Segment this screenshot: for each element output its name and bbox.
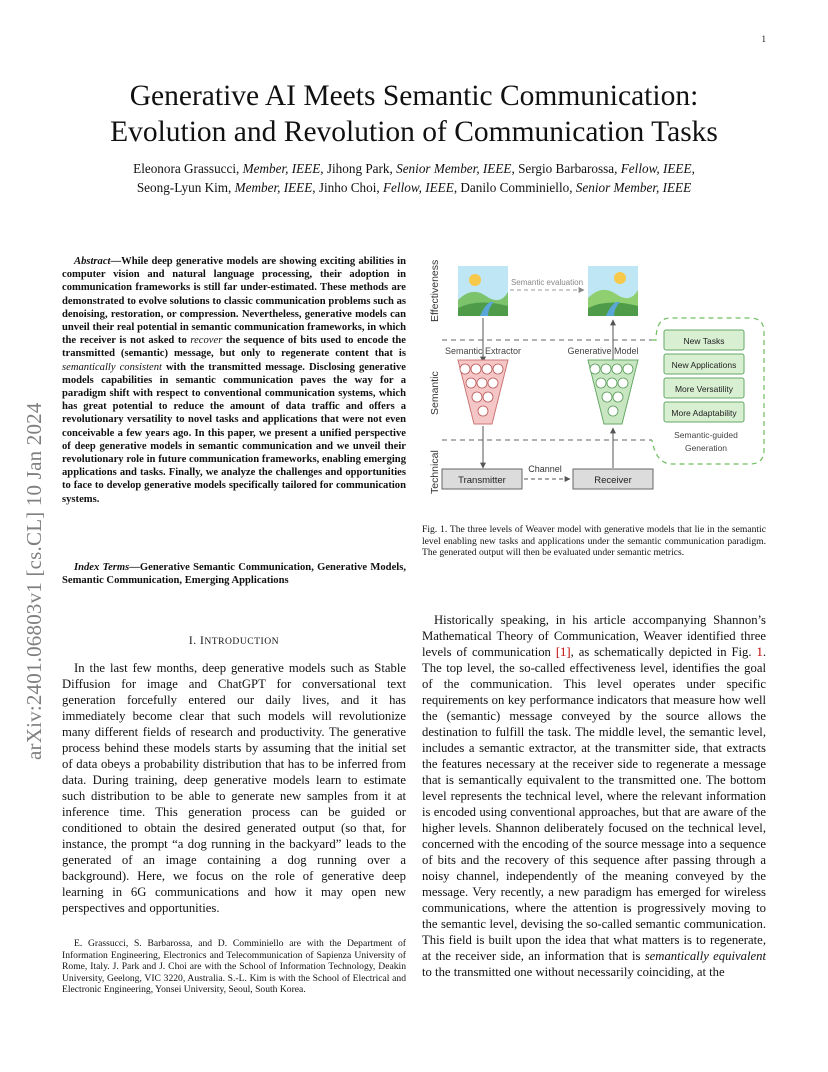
section-heading [62, 635, 406, 647]
title-line-1: Generative AI Meets Semantic Communication: [129, 80, 699, 112]
abstract-emphasis: recover [190, 335, 223, 347]
body-text: . The top level, the so-called effectiveness level, identifies the goal of the communication. This level operates under specific requirements on key performance indicators that measure how well the (semantic) message conveyed by the source allows the destination to fulfill the task. The middle level, the semantic level, includes a semantic extractor, at the transmitter side, that extracts the features necessary at the receiver side to regenerate a message that is semantically equivalent to the transmitted one. The bottom level represents the technical level, where the relevant information is encoded using conventional approaches, but that are aware of the higher levels. Shannon deliberately focused on the technical level, concerned with the encoding of the source message into a sequence of bits and the recovery of this sequence after passing through a noisy channel, independently of the meaning conveyed by the message. Very recently, a new paradigm has emerged for wireless communications, where the attention is progressively moving to the semantic level, devising the so-called semantic communication. This field is built upon the idea that what matters is to regenerate, at the receiver side, an information that is [422, 645, 766, 963]
author-name: Jihong Park [326, 161, 390, 176]
semantic-extractor-label: Semantic Extractor [444, 346, 522, 356]
section-number: I. [188, 635, 200, 647]
abstract-label: Abstract [74, 256, 111, 267]
figure-1 [420, 252, 770, 502]
author-list: Eleonora Grassucci, Member, IEEE, Jihong Park, Senior Member, IEEE, Sergio Barbarossa, Fellow, IEEE, Seong-Lyun Kim, Member, IEEE, Jinho Choi, Fellow, IEEE, Danilo Comminiello, Senior Member, IEEE [133, 161, 695, 195]
body-emphasis: semantically equivalent [644, 949, 766, 963]
author-name: Seong-Lyun Kim [136, 180, 229, 195]
body-text: to the transmitted one without necessarily coinciding, at the [422, 965, 725, 979]
channel-label: Channel [528, 464, 562, 474]
index-terms-text: —Generative Semantic Communication, Generative Models, Semantic Communication, Emerging Applications [62, 562, 406, 587]
body-text: Historically speaking, in his article accompanying Shannon’s Mathematical Theory of Communication, Weaver identified three levels of communication [422, 613, 766, 659]
section-title-initial: I [199, 635, 205, 647]
abstract-text: —While deep generative models are showing exciting abilities in computer vision and natural language processing, their adoption in communication frameworks is still far under-estimated. These methods are demonstrated to evolve solutions to classic communication problems such as denoising, restoration, or compression. Nevertheless, generative models can unveil their real potential in semantic communication frameworks, in which the receiver is not asked to [62, 256, 406, 347]
semantic-guided-label-line2: Generation [684, 443, 728, 453]
title-line-2: Evolution and Revolution of Communication Tasks [110, 116, 718, 148]
new-items-list [664, 330, 744, 422]
level-label-semantic: Semantic [429, 371, 441, 415]
arxiv-watermark: arXiv:2401.06803v1 [cs.CL] 10 Jan 2024 [22, 402, 46, 760]
receiver-label: Receiver [594, 475, 632, 486]
author-role: Member, IEEE [242, 161, 321, 176]
body-paragraph [422, 612, 766, 980]
level-label-effectiveness: Effectiveness [429, 259, 441, 322]
author-name: Eleonora Grassucci [133, 161, 237, 176]
author-role: Fellow, IEEE [383, 180, 454, 195]
semantic-evaluation-label: Semantic evaluation [510, 278, 584, 287]
body-text: , as schematically depicted in Fig. [570, 645, 757, 659]
author-name: Jinho Choi [318, 180, 377, 195]
paper-title [62, 78, 766, 150]
weaver-levels-diagram [420, 252, 770, 502]
new-item-label: More Versatility [674, 384, 734, 394]
source-image-icon [458, 266, 508, 316]
abstract-text: the sequence of bits used to encode the transmitted (semantic) message, but only to regenerate content that is [62, 335, 407, 360]
semantic-guided-label-line1: Semantic-guided [674, 430, 738, 440]
generative-model-label: Generative Model [567, 346, 639, 356]
abstract-emphasis: semantically consistent [62, 361, 162, 373]
page-number: 1 [761, 34, 766, 44]
intro-paragraph: In the last few months, deep generative models such as Stable Diffusion for image and ChatGPT for conversational text generation forcefully entered our daily lives, and it has immediately become clear that such models will revolutionize many different fields of research and productivity. The generative process behind these models starts by assuming that the initial set of data obeys a probability distribution that has to be inferred from data. During training, deep generative models learn to estimate such distribution to be able to generate new samples from it at inference time. This generation process can be guided or conditioned to obtain the desired generated output (so that, for instance, the prompt “a dog running in the backyard” leads to the generated of an image containing a dog running over a background). Here, we focus on the role of generative deep learning in 6G communications and how it may open new perspectives and opportunities. [62, 661, 406, 915]
abstract [62, 255, 406, 506]
index-terms [62, 561, 406, 587]
author-role: Senior Member, IEEE [575, 180, 692, 195]
abstract-text: with the transmitted message. Disclosing generative models capabilities in semantic communication paves the way for a paradigm shift with respect to conventional communication systems, which has great potential to reduce the amount of data traffic and offers a revolutionary versatility to novel tasks and applications that were not even conceivable a few years ago. In this paper, we present a unified perspective of deep generative models in semantic communication and we unveil their revolutionary role in future communication frameworks, enabling emerging applications and tasks. Finally, we analyze the challenges and opportunities to face to develop generative models specifically tailored for communication systems. [62, 361, 407, 505]
author-role: Senior Member, IEEE [396, 161, 512, 176]
new-item-label: More Adaptability [671, 408, 737, 418]
semantic-extractor-network [458, 360, 508, 424]
affiliation-footnote: E. Grassucci, S. Barbarossa, and D. Comminiello are with the Department of Information Engineering, Electronics and Telecommunication of Sapienza University of Rome, Italy. J. Park and J. Choi are with the School of Information Technology, Deakin University, Geelong, VIC 3220, Australia. S.-L. Kim is with the School of Electrical and Electronic Engineering, Yonsei University, Seoul, South Korea. [62, 938, 406, 996]
section-title-rest: NTRODUCTION [204, 636, 280, 647]
index-terms-label: Index Terms [74, 562, 130, 573]
author-name: Danilo Comminiello [460, 180, 570, 195]
level-label-technical: Technical [429, 450, 441, 494]
figure-caption: Fig. 1. The three levels of Weaver model with generative models that lie in the semantic level enabling new tasks and applications under the semantic communication paradigm. The generated output will then be evaluated under semantic metrics. [422, 524, 766, 559]
figure-link[interactable]: 1 [756, 645, 763, 659]
generative-model-network [588, 360, 638, 424]
author-role: Member, IEEE [234, 180, 313, 195]
new-item-label: New Tasks [683, 336, 725, 346]
transmitter-label: Transmitter [458, 475, 506, 486]
generated-image-icon [588, 266, 638, 316]
new-item-label: New Applications [671, 360, 737, 370]
citation-link[interactable]: [1] [555, 645, 571, 659]
author-role: Fellow, IEEE [620, 161, 692, 176]
author-name: Sergio Barbarossa [518, 161, 615, 176]
